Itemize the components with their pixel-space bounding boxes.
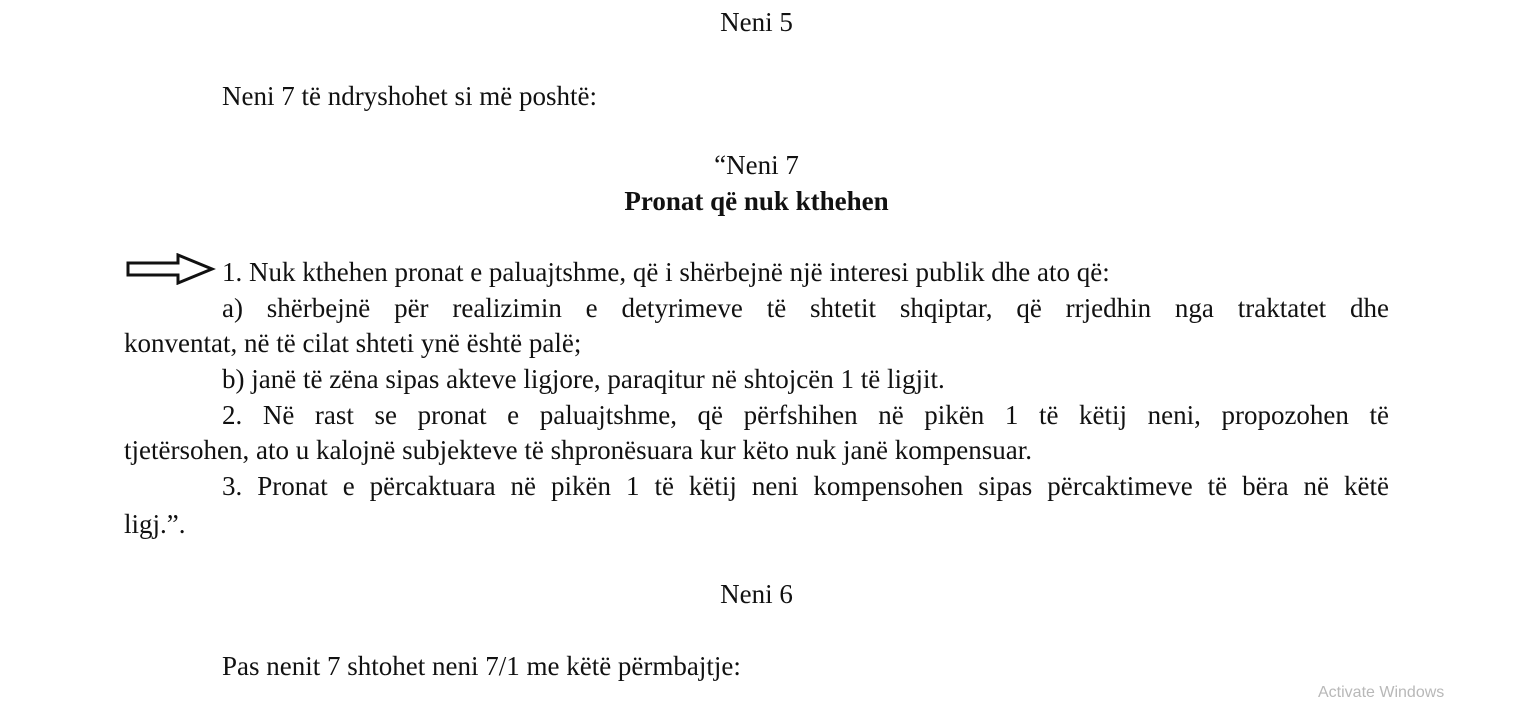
point-3-line-2: ligj.”. bbox=[124, 509, 186, 539]
article6-heading: Neni 6 bbox=[720, 579, 793, 609]
quoted-article-number: “Neni 7 bbox=[714, 150, 799, 180]
article5-heading: Neni 5 bbox=[720, 7, 793, 37]
point-1: 1. Nuk kthehen pronat e paluajtshme, që i shërbejnë një interesi publik dhe ato që: bbox=[222, 257, 1110, 287]
activate-windows-watermark: Activate Windows bbox=[1318, 684, 1445, 701]
right-arrow-outline-icon bbox=[126, 253, 216, 285]
article5-intro: Neni 7 të ndryshohet si më poshtë: bbox=[222, 81, 597, 111]
point-1a-line-2: konventat, në të cilat shteti ynë është palë; bbox=[124, 328, 582, 358]
point-1a-line-1: a) shërbejnë për realizimin e detyrimeve të shtetit shqiptar, që rrjedhin nga traktatet dhe bbox=[222, 293, 1389, 323]
point-3-line-1: 3. Pronat e përcaktuara në pikën 1 të këtij neni kompensohen sipas përcaktimeve të bëra në këtë bbox=[222, 471, 1389, 501]
quoted-article-title: Pronat që nuk kthehen bbox=[624, 186, 889, 216]
point-1b: b) janë të zëna sipas akteve ligjore, paraqitur në shtojcën 1 të ligjit. bbox=[222, 364, 945, 394]
article6-intro: Pas nenit 7 shtohet neni 7/1 me këtë përmbajtje: bbox=[222, 651, 741, 681]
point-2-line-1: 2. Në rast se pronat e paluajtshme, që përfshihen në pikën 1 të këtij neni, propozohen të bbox=[222, 400, 1389, 430]
point-2-line-2: tjetërsohen, ato u kalojnë subjekteve të shpronësuara kur këto nuk janë kompensuar. bbox=[124, 435, 1032, 465]
